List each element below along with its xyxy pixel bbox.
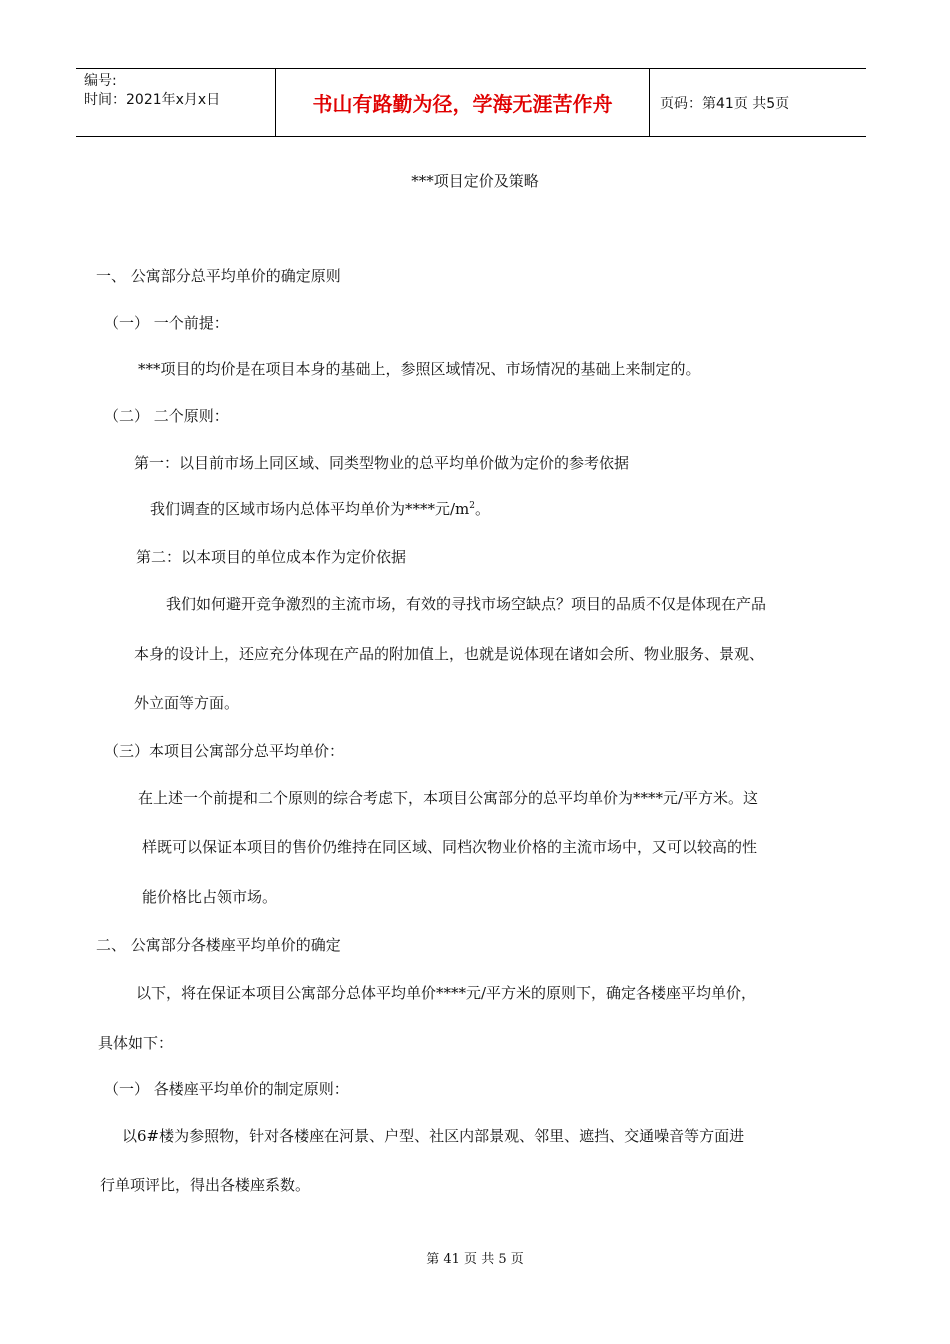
unit-superscript: 2 (469, 501, 476, 511)
subsection-heading: （三）本项目公寓部分总平均单价： (104, 742, 345, 760)
header-page-info: 页码：第41页 共5页 (660, 95, 790, 112)
paragraph-line: 我们如何避开竞争激烈的主流市场，有效的寻找市场空缺点？项目的品质不仅是体现在产品 (166, 595, 767, 613)
price-text: 我们调查的区域市场内总体平均单价为****元/m (150, 500, 470, 518)
paragraph-line: 在上述一个前提和二个原则的综合考虑下，本项目公寓部分的总平均单价为****元/平方米。这 (138, 789, 759, 807)
paragraph-line: 以6#楼为参照物，针对各楼座在河景、户型、社区内部景观、邻里、遮挡、交通噪音等方面进 (122, 1127, 745, 1145)
page-header (76, 68, 866, 137)
paragraph-line: 外立面等方面。 (134, 694, 240, 712)
header-meta (76, 69, 276, 136)
paragraph-line: 以下，将在保证本项目公寓部分总体平均单价****元/平方米的原则下，确定各楼座平均单价， (136, 984, 757, 1002)
price-text-end: 。 (475, 500, 491, 518)
paragraph-line: 能价格比占领市场。 (142, 888, 278, 906)
section-heading-1: 一、 公寓部分总平均单价的确定原则 (96, 267, 341, 285)
paragraph-line: 行单项评比，得出各楼座系数。 (100, 1176, 311, 1194)
paragraph-line: ***项目的均价是在项目本身的基础上，参照区域情况、市场情况的基础上来制定的。 (138, 360, 701, 378)
paragraph-line (150, 498, 490, 519)
page-footer: 第 41 页 共 5 页 (426, 1252, 524, 1267)
section-heading-2: 二、 公寓部分各楼座平均单价的确定 (96, 936, 341, 954)
paragraph-line: 样既可以保证本项目的售价仍维持在同区域、同档次物业价格的主流市场中，又可以较高的性 (142, 838, 758, 856)
paragraph-line: 具体如下： (98, 1034, 174, 1052)
subsection-heading: （二） 二个原则： (104, 407, 229, 425)
subsection-heading: （一） 一个前提： (104, 314, 229, 332)
paragraph-line: 本身的设计上，还应充分体现在产品的附加值上，也就是说体现在诸如会所、物业服务、景观、 (134, 645, 765, 663)
doc-time-label: 时间：2021年x月x日 (84, 92, 221, 108)
header-motto: 书山有路勤为径，学海无涯苦作舟 (276, 69, 650, 136)
doc-number-label: 编号: (84, 73, 117, 89)
paragraph-line: 第二：以本项目的单位成本作为定价依据 (136, 548, 407, 566)
paragraph-line: 第一：以目前市场上同区域、同类型物业的总平均单价做为定价的参考依据 (134, 454, 630, 472)
doc-title: ***项目定价及策略 (411, 172, 539, 190)
subsection-heading: （一） 各楼座平均单价的制定原则： (104, 1080, 349, 1098)
